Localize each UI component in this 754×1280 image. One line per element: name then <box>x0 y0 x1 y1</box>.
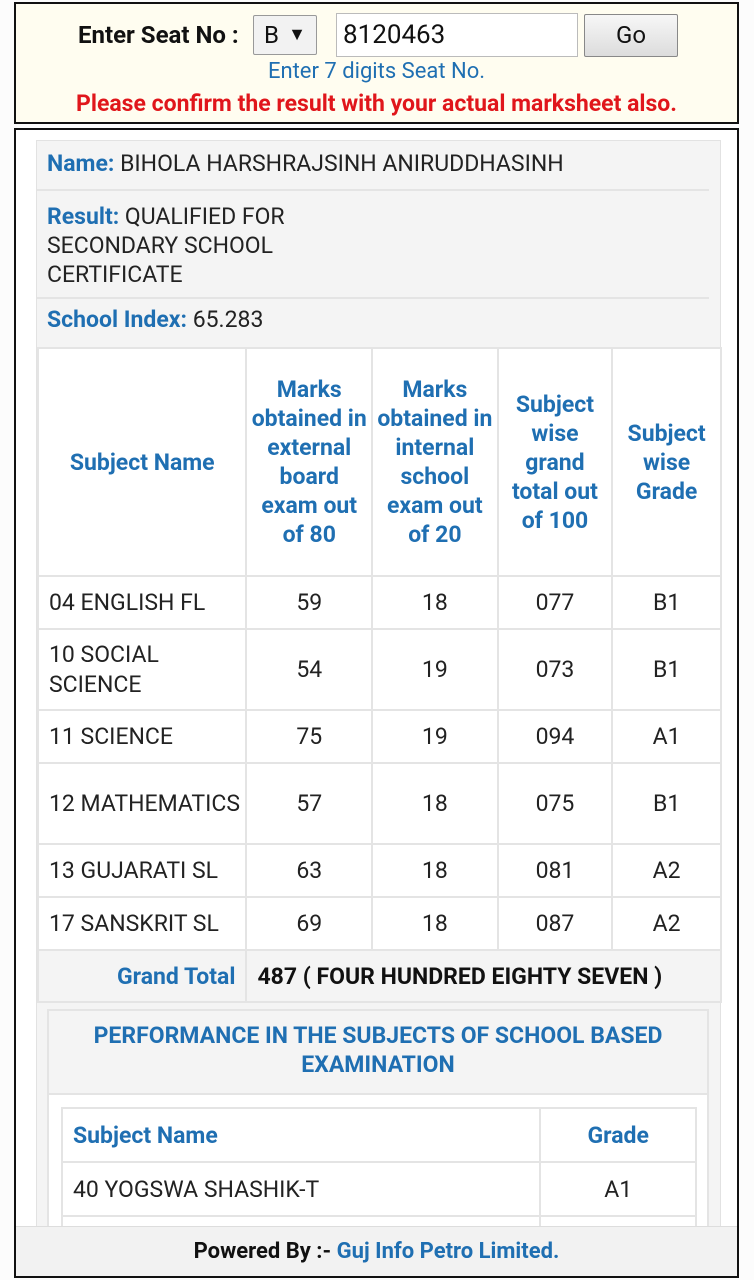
go-button[interactable]: Go <box>584 14 678 57</box>
header-internal-marks: Marks obtained in internal school exam out of 20 <box>372 348 498 576</box>
subject-name: 13 GUJARATI SL <box>38 844 246 897</box>
subject-name: 40 YOGSWA SHASHIK-T <box>62 1162 540 1216</box>
table-row <box>38 897 721 950</box>
seat-row <box>16 13 737 59</box>
student-result <box>47 202 285 289</box>
table-row <box>38 710 721 763</box>
header-grade: Grade <box>540 1108 696 1162</box>
footer <box>16 1226 737 1276</box>
internal-marks: 19 <box>372 629 498 710</box>
grand-total-row <box>38 950 721 1002</box>
external-marks: 75 <box>246 710 372 763</box>
header-grand-total: Subject wise grand total out of 100 <box>498 348 613 576</box>
header-subject-name: Subject Name <box>62 1108 540 1162</box>
result-line-2: SECONDARY SCHOOL <box>47 232 274 259</box>
divider <box>37 189 709 191</box>
external-marks: 59 <box>246 576 372 629</box>
internal-marks: 19 <box>372 710 498 763</box>
seat-search-panel <box>14 2 739 124</box>
external-marks: 69 <box>246 897 372 950</box>
marks-table <box>37 347 722 1003</box>
external-marks: 54 <box>246 629 372 710</box>
subject-total: 094 <box>498 710 613 763</box>
subject-total: 087 <box>498 897 613 950</box>
school-index <box>47 305 263 334</box>
subject-name: 12 MATHEMATICS <box>38 763 246 844</box>
subject-grade: A2 <box>612 897 721 950</box>
external-marks: 63 <box>246 844 372 897</box>
subject-name: 11 SCIENCE <box>38 710 246 763</box>
school-based-header-row <box>62 1108 696 1162</box>
subject-grade: A1 <box>540 1162 696 1216</box>
subject-total: 075 <box>498 763 613 844</box>
student-name <box>47 149 564 178</box>
result-label: Result: <box>47 203 120 230</box>
footer-prefix: Powered By :- <box>193 1239 332 1264</box>
table-row <box>38 844 721 897</box>
subject-grade: B1 <box>612 629 721 710</box>
subject-total: 081 <box>498 844 613 897</box>
subject-total: 073 <box>498 629 613 710</box>
seat-series-select[interactable] <box>253 15 317 55</box>
marks-header-row <box>38 348 721 576</box>
subject-grade: B1 <box>612 763 721 844</box>
table-row <box>38 629 721 710</box>
seat-hint: Enter 7 digits Seat No. <box>267 59 486 84</box>
name-value: BIHOLA HARSHRAJSINH ANIRUDDHASINH <box>120 150 564 177</box>
subject-total: 077 <box>498 576 613 629</box>
subject-grade: A2 <box>612 844 721 897</box>
grand-total-value: 487 ( FOUR HUNDRED EIGHTY SEVEN ) <box>246 950 721 1002</box>
header-external-marks: Marks obtained in external board exam out of 80 <box>246 348 372 576</box>
grand-total-label: Grand Total <box>38 950 246 1002</box>
header-subject-name: Subject Name <box>38 348 246 576</box>
seat-label: Enter Seat No : <box>78 21 239 49</box>
subject-grade: A1 <box>612 710 721 763</box>
footer-company-link[interactable]: Guj Info Petro Limited. <box>336 1239 560 1264</box>
result-line-3: CERTIFICATE <box>47 261 183 288</box>
internal-marks: 18 <box>372 897 498 950</box>
dropdown-arrow-icon: ▼ <box>288 24 306 45</box>
result-inner <box>36 140 721 1270</box>
seat-number-input[interactable]: 8120463 <box>336 13 578 57</box>
subject-name: 10 SOCIAL SCIENCE <box>38 629 246 710</box>
seat-series-value: B <box>264 21 279 49</box>
result-panel <box>14 128 739 1278</box>
internal-marks: 18 <box>372 576 498 629</box>
result-line-1: QUALIFIED FOR <box>124 203 285 230</box>
table-row <box>38 576 721 629</box>
subject-grade: B1 <box>612 576 721 629</box>
subject-name: 04 ENGLISH FL <box>38 576 246 629</box>
external-marks: 57 <box>246 763 372 844</box>
index-value: 65.283 <box>192 306 264 333</box>
internal-marks: 18 <box>372 763 498 844</box>
divider <box>37 297 709 299</box>
table-row <box>62 1162 696 1216</box>
internal-marks: 18 <box>372 844 498 897</box>
header-grade: Subject wise Grade <box>612 348 721 576</box>
index-label: School Index: <box>47 306 187 333</box>
name-label: Name: <box>47 150 115 177</box>
table-row <box>38 763 721 844</box>
school-based-title: PERFORMANCE IN THE SUBJECTS OF SCHOOL BASED EXAMINATION <box>49 1011 707 1095</box>
subject-name: 17 SANSKRIT SL <box>38 897 246 950</box>
warning-message: Please confirm the result with your actual marksheet also. <box>76 90 677 117</box>
